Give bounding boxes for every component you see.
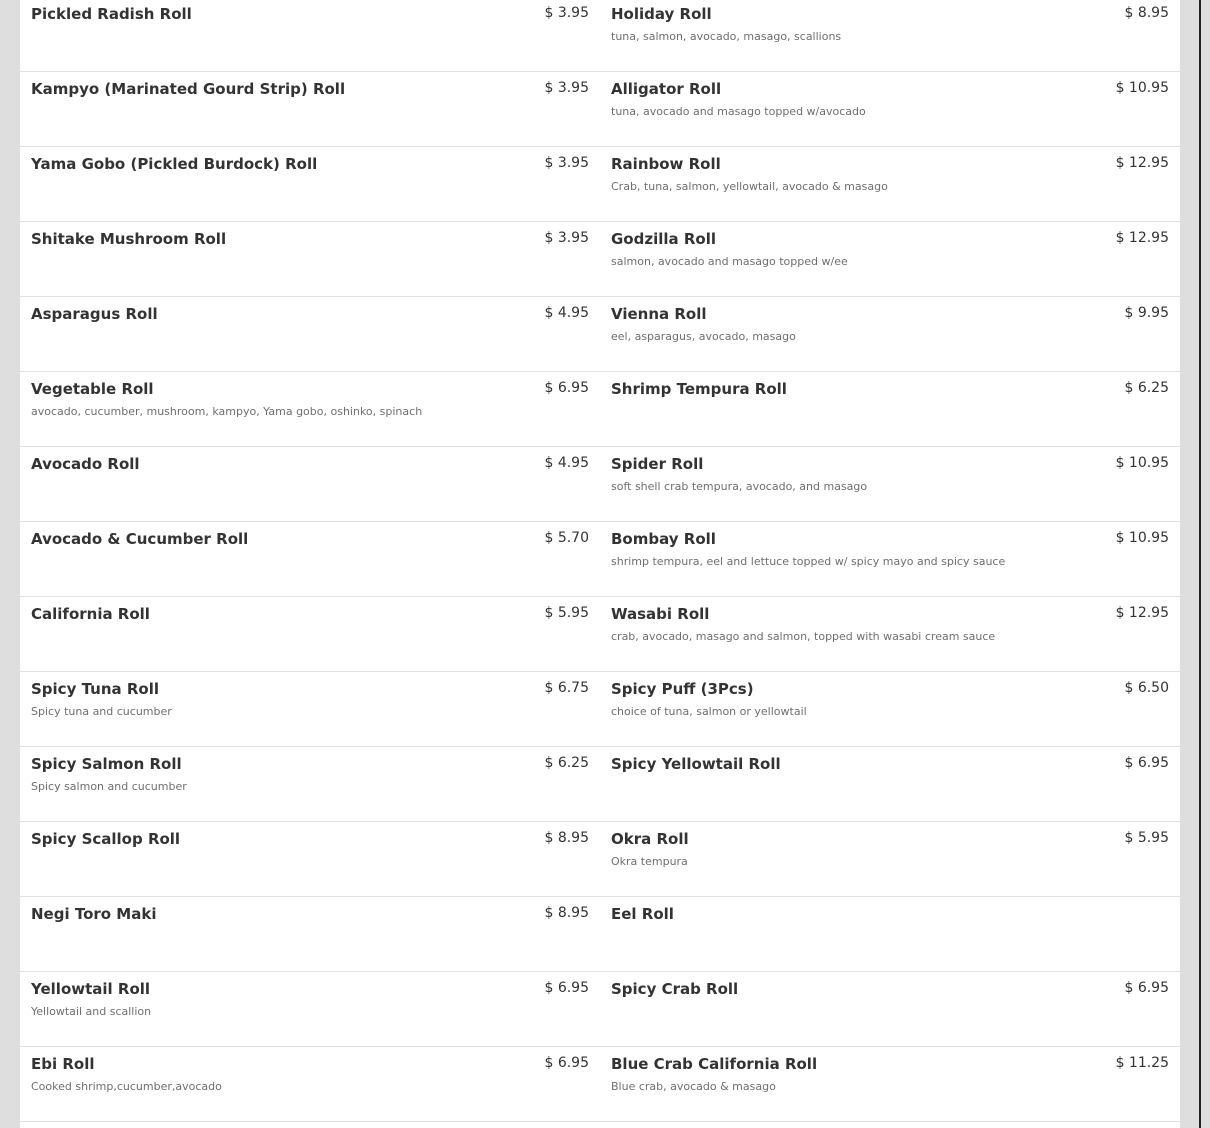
menu-item-name: Spider Roll [611,455,704,473]
menu-item-name: Spicy Salmon Roll [31,755,182,773]
menu-item[interactable] [31,1047,589,1121]
menu-item[interactable] [611,747,1169,821]
menu-item-price: $ 12.95 [1115,605,1169,621]
menu-item-price: $ 3.95 [544,155,589,171]
menu-item-name: Pickled Radish Roll [31,5,192,23]
menu-item[interactable] [611,672,1169,746]
menu-item-price: $ 5.95 [544,605,589,621]
menu-item-name: Bombay Roll [611,530,716,548]
menu-item-name: Shrimp Tempura Roll [611,380,787,398]
menu-item-name: Holiday Roll [611,5,712,23]
menu-row [20,147,1180,222]
menu-item-description: Yellowtail and scallion [31,1005,152,1018]
menu-item-name: Negi Toro Maki [31,905,157,923]
menu-item-price: $ 12.95 [1115,155,1169,171]
menu-item[interactable] [611,147,1169,221]
menu-row [20,372,1180,447]
menu-item-price: $ 6.95 [544,380,589,396]
menu-item-description: tuna, avocado and masago topped w/avocado [611,105,866,118]
menu-row [20,897,1180,972]
menu-item-name: Godzilla Roll [611,230,716,248]
menu-item[interactable] [31,672,589,746]
menu-item-price: $ 6.50 [1124,680,1169,696]
menu-item-name: California Roll [31,605,150,623]
menu-item-name: Blue Crab California Roll [611,1055,818,1073]
menu-item-name: Spicy Tuna Roll [31,680,159,698]
menu-item-price: $ 6.95 [1124,755,1169,771]
menu-item[interactable] [611,522,1169,596]
menu-item[interactable] [611,972,1169,1046]
menu-item-price: $ 8.95 [544,830,589,846]
menu-row [20,522,1180,597]
menu-item[interactable] [31,747,589,821]
menu-row [20,972,1180,1047]
menu-item-name: Avocado Roll [31,455,140,473]
menu-item-description: avocado, cucumber, mushroom, kampyo, Yama gobo, oshinko, spinach [31,405,423,418]
window-edge [1199,0,1201,1128]
menu-item[interactable] [31,222,589,296]
menu-item[interactable] [611,0,1169,71]
menu-row [20,222,1180,297]
menu-item[interactable] [611,1047,1169,1121]
menu-item-price: $ 4.95 [544,305,589,321]
menu-item-name: Yama Gobo (Pickled Burdock) Roll [31,155,318,173]
menu-item[interactable] [31,147,589,221]
menu-row [20,447,1180,522]
menu-item[interactable] [611,72,1169,146]
menu-row [20,0,1180,72]
menu-item-description: Spicy tuna and cucumber [31,705,172,718]
menu-item-name: Alligator Roll [611,80,722,98]
menu-item-description: tuna, salmon, avocado, masago, scallions [611,30,842,43]
menu-item-name: Asparagus Roll [31,305,158,323]
menu-item[interactable] [31,297,589,371]
menu-row [20,297,1180,372]
menu-item-price: $ 11.25 [1115,1055,1169,1071]
menu-item-price: $ 5.95 [1124,830,1169,846]
menu-item-description: Cooked shrimp,cucumber,avocado [31,1080,222,1093]
menu-item-price: $ 6.95 [1124,980,1169,996]
menu-item-description: Blue crab, avocado & masago [611,1080,776,1093]
menu-item[interactable] [31,0,589,71]
menu-item[interactable] [611,222,1169,296]
menu-row [20,672,1180,747]
menu-item-price: $ 8.95 [544,905,589,921]
menu-item-description: salmon, avocado and masago topped w/ee [611,255,848,268]
menu-item-name: Kampyo (Marinated Gourd Strip) Roll [31,80,346,98]
menu-item-price: $ 5.70 [544,530,589,546]
menu-item-price: $ 6.25 [1124,380,1169,396]
menu-item-name: Shitake Mushroom Roll [31,230,227,248]
menu-item-description: crab, avocado, masago and salmon, topped with wasabi cream sauce [611,630,996,643]
menu-item[interactable] [31,822,589,896]
menu-item-price: $ 12.95 [1115,230,1169,246]
menu-item-price: $ 10.95 [1115,455,1169,471]
menu-item-price: $ 3.95 [544,80,589,96]
menu-item-name: Okra Roll [611,830,689,848]
menu-item-description: Spicy salmon and cucumber [31,780,187,793]
menu-item[interactable] [611,822,1169,896]
menu-item-name: Avocado & Cucumber Roll [31,530,249,548]
menu-item-description: shrimp tempura, eel and lettuce topped w/ spicy mayo and spicy sauce [611,555,1006,568]
menu-item-description: soft shell crab tempura, avocado, and masago [611,480,868,493]
menu-item[interactable] [31,447,589,521]
menu-item-price: $ 3.95 [544,5,589,21]
menu-item-price: $ 4.95 [544,455,589,471]
menu-item[interactable] [31,897,589,971]
menu-item-name: Rainbow Roll [611,155,721,173]
menu-item-description: Crab, tuna, salmon, yellowtail, avocado & masago [611,180,888,193]
menu-item-name: Wasabi Roll [611,605,710,623]
menu-item-name: Spicy Scallop Roll [31,830,181,848]
menu-item-price: $ 10.95 [1115,530,1169,546]
menu-item-price: $ 10.95 [1115,80,1169,96]
menu-item-price: $ 3.95 [544,230,589,246]
menu-item[interactable] [611,297,1169,371]
menu-row [20,72,1180,147]
menu-item-price: $ 6.75 [544,680,589,696]
menu-item-price: $ 6.95 [544,980,589,996]
menu-item[interactable] [611,897,1169,971]
menu-item-name: Spicy Yellowtail Roll [611,755,781,773]
menu-item-name: Spicy Crab Roll [611,980,739,998]
menu-item[interactable] [611,447,1169,521]
menu-item-name: Yellowtail Roll [31,980,151,998]
menu-item-name: Vegetable Roll [31,380,154,398]
menu-item-price: $ 6.95 [544,1055,589,1071]
menu-item[interactable] [611,372,1169,446]
menu-item[interactable] [31,72,589,146]
menu-row [20,597,1180,672]
menu-item-description: eel, asparagus, avocado, masago [611,330,796,343]
menu-row [20,822,1180,897]
menu-row [20,1047,1180,1122]
menu-item-description: Okra tempura [611,855,688,868]
menu-item-name: Ebi Roll [31,1055,95,1073]
menu-item-price: $ 8.95 [1124,5,1169,21]
menu-panel [20,0,1180,1128]
menu-item-name: Spicy Puff (3Pcs) [611,680,754,698]
menu-item-price: $ 6.25 [544,755,589,771]
menu-item-name: Vienna Roll [611,305,707,323]
menu-item[interactable] [611,597,1169,671]
menu-row [20,747,1180,822]
menu-item-name: Eel Roll [611,905,674,923]
menu-item-description: choice of tuna, salmon or yellowtail [611,705,807,718]
menu-item[interactable] [31,597,589,671]
menu-item[interactable] [31,972,589,1046]
menu-item[interactable] [31,372,589,446]
menu-item[interactable] [31,522,589,596]
menu-item-price: $ 9.95 [1124,305,1169,321]
